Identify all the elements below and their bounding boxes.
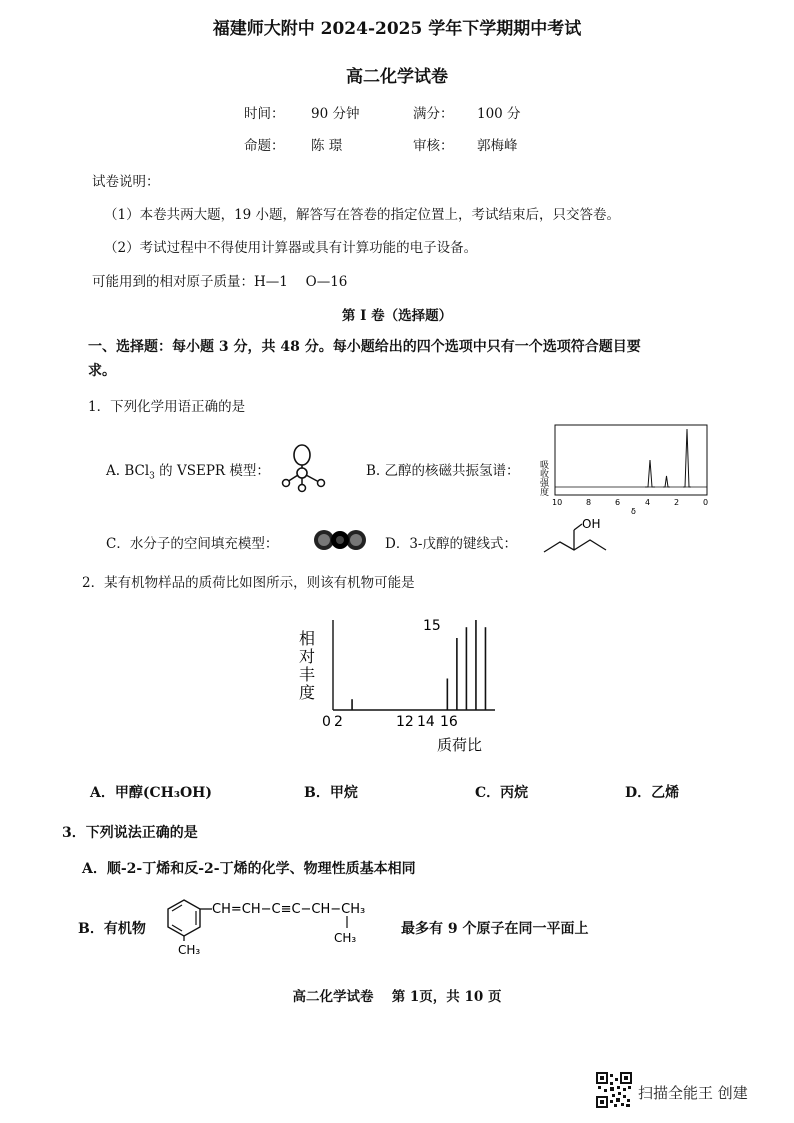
q1-option-a-suffix: 的 VSEPR 模型： — [154, 463, 270, 479]
benzene-ring — [168, 900, 200, 936]
ms-tick-0: 0 — [322, 714, 331, 730]
ms-xlabel: 质荷比 — [437, 736, 483, 754]
scanner-watermark: 扫描全能王 创建 — [638, 1084, 748, 1102]
qr-code-icon — [596, 1072, 632, 1108]
mass-spectrum-chart — [296, 610, 500, 760]
q1-option-a-prefix: A. BCl — [106, 463, 150, 479]
q2-stem: 2．某有机物样品的质荷比如图所示，则该有机物可能是 — [82, 575, 415, 591]
q3-molecule-figure — [158, 892, 402, 960]
ms-tick-12: 12 — [396, 714, 414, 730]
nmr-tick-2: 2 — [674, 498, 680, 507]
score-value: 100 分 — [477, 106, 521, 122]
q1-option-d: D．3-戊醇的键线式： — [385, 536, 517, 552]
exam-subtitle: 高二化学试卷 — [346, 67, 448, 87]
q2-option-c: C．丙烷 — [475, 785, 529, 801]
nmr-peak-ch3 — [683, 429, 691, 487]
reviewer-value: 郭梅峰 — [477, 138, 518, 154]
water-model-figure — [312, 528, 368, 552]
nmr-xlabel: δ — [631, 507, 636, 516]
nmr-tick-0: 0 — [703, 498, 709, 507]
reviewer-label: 审核： — [413, 138, 454, 154]
page-footer: 高二化学试卷 第 1页，共 10 页 — [292, 989, 502, 1005]
q3-stem: 3．下列说法正确的是 — [62, 825, 198, 841]
author-label: 命题： — [244, 138, 285, 154]
q1-option-c: C．水分子的空间填充模型： — [106, 536, 279, 552]
time-value: 90 分钟 — [311, 106, 360, 122]
q1-stem: 1．下列化学用语正确的是 — [88, 399, 246, 415]
q1-option-a — [106, 459, 270, 482]
score-label: 满分： — [413, 106, 454, 122]
q1-option-a-sub: 3 — [149, 471, 155, 482]
q1-option-b: B. 乙醇的核磁共振氢谱： — [366, 463, 520, 479]
q3-chain-formula: CH=CH−C≡C−CH−CH₃ — [212, 902, 366, 917]
part-title: 第 I 卷（选择题） — [341, 308, 453, 324]
q2-option-d: D．乙烯 — [625, 785, 680, 801]
nmr-tick-4: 4 — [645, 498, 651, 507]
q3-option-a: A．顺-2-丁烯和反-2-丁烯的化学、物理性质基本相同 — [82, 861, 416, 877]
q3-chain-methyl: CH₃ — [334, 931, 357, 945]
exam-title: 福建师大附中 2024-2025 学年下学期期中考试 — [212, 19, 582, 39]
instruction-item-2: （2）考试过程中不得使用计算器或具有计算功能的电子设备。 — [104, 240, 478, 256]
pentanol-skeletal-figure — [538, 512, 618, 560]
time-label: 时间： — [244, 106, 285, 122]
q3-option-b-suffix: 最多有 9 个原子在同一平面上 — [401, 921, 589, 937]
q2-option-a: A．甲醇(CH₃OH) — [90, 785, 213, 801]
nmr-tick-10: 10 — [552, 498, 563, 507]
instruction-item-1: （1）本卷共两大题，19 小题，解答写在答卷的指定位置上，考试结束后，只交答卷。 — [104, 207, 621, 223]
nmr-ylabel: 吸收强度 — [538, 460, 548, 496]
oh-label: OH — [582, 517, 601, 531]
ms-tick-14: 14 — [417, 714, 435, 730]
author-value: 陈 璟 — [311, 138, 343, 154]
section-intro-line1: 一、选择题：每小题 3 分，共 48 分。每小题给出的四个选项中只有一个选项符合题目要 — [88, 339, 641, 355]
atomic-mass-note: 可能用到的相对原子质量：H—1 O—16 — [92, 274, 348, 290]
vsepr-model-figure — [280, 442, 330, 494]
nmr-peak-ch2 — [663, 476, 670, 487]
nmr-peak-oh — [645, 460, 655, 487]
q3-ring-methyl: CH₃ — [178, 943, 201, 957]
ms-ylabel: 相对丰度 — [296, 630, 316, 702]
nmr-spectrum-figure — [535, 420, 715, 515]
q2-option-b: B．甲烷 — [304, 785, 358, 801]
q3-option-b-prefix: B．有机物 — [78, 921, 146, 937]
section-intro-line2: 求。 — [88, 363, 116, 379]
nmr-tick-6: 6 — [615, 498, 621, 507]
nmr-tick-8: 8 — [586, 498, 592, 507]
ms-tick-16: 16 — [440, 714, 458, 730]
ms-peak-label: 15 — [423, 618, 441, 634]
instructions-heading: 试卷说明： — [92, 174, 160, 190]
ms-tick-2: 2 — [334, 714, 343, 730]
